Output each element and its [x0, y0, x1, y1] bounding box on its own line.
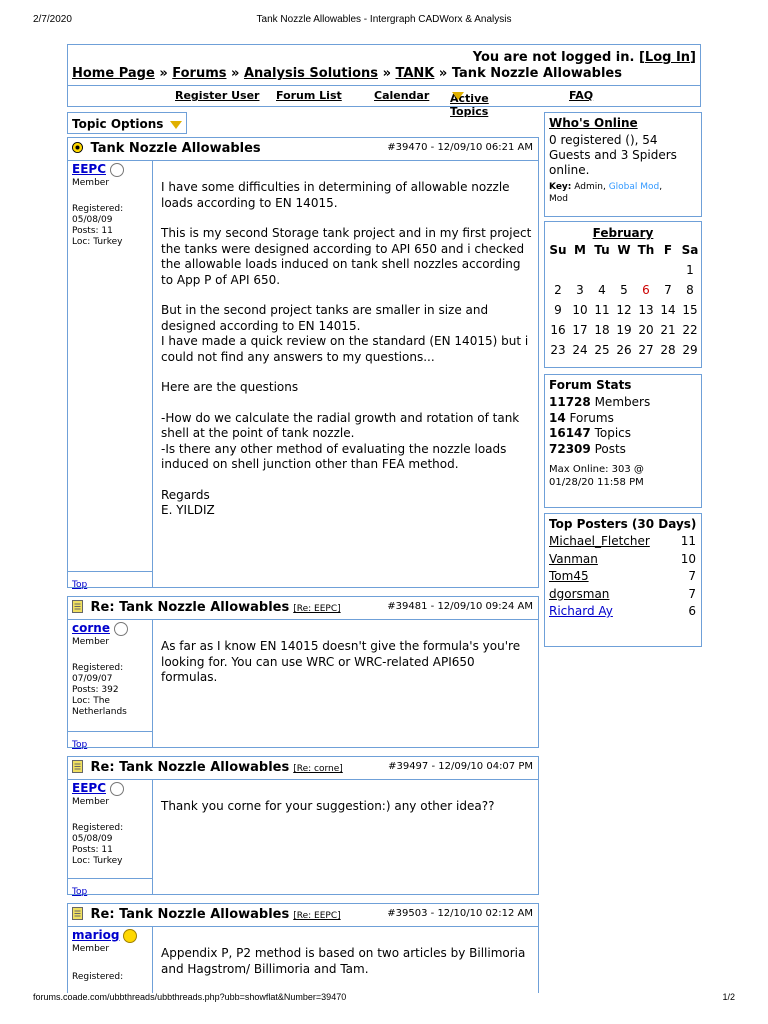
calendar-day[interactable]: 22 [682, 323, 698, 337]
calendar-day[interactable]: 2 [554, 283, 562, 297]
post-39481 [67, 596, 539, 748]
document-icon [72, 907, 83, 920]
calendar-day[interactable]: 17 [572, 323, 588, 337]
top-poster-row [545, 604, 701, 622]
breadcrumb-tank[interactable]: TANK [395, 66, 435, 81]
document-icon [72, 600, 83, 613]
stat-label: Members [594, 395, 651, 409]
post-body: Appendix P, P2 method is based on two articles by Billimoria and Hagstrom/ Billimoria and Tam. [161, 946, 526, 976]
calendar-day-header: Su [549, 243, 567, 257]
calendar-day[interactable]: 13 [638, 303, 654, 317]
calendar-day [591, 260, 613, 280]
post-author[interactable]: corne [72, 621, 110, 635]
calendar-day[interactable]: 20 [638, 323, 654, 337]
post-39470 [67, 137, 539, 588]
top-poster-row [545, 569, 701, 587]
top-poster-name[interactable]: Vanman [549, 551, 598, 566]
offline-status-icon [110, 163, 124, 177]
post-body: I have some difficulties in determining of allowable nozzle loads according to EN 14015. This is my second Storage tank project and in my first project the tanks were designed according to API 650 and i checked the allowable loads induced on tank shell nozzles according to App P of API 650. But in the second project tanks are smaller in size and designed according to EN 14015. I have made a quick review on the standard (EN 14015) but i could not find any answers to my questions... Here are the questions -How do we calculate the radial growth and rotation of tank shell at the point of tank nozzle. -Is there any other method of evaluating the nozzle loads induced on shell junction other than FEA method. Regards E. YILDIZ [161, 180, 532, 517]
page-title: Tank Nozzle Allowables [451, 66, 622, 81]
calendar-panel [544, 221, 702, 368]
calendar-day[interactable]: 6 [642, 283, 650, 297]
post-meta: #39503 - 12/10/10 02:12 AM [387, 908, 533, 919]
print-title: Tank Nozzle Allowables - Intergraph CADWorx & Analysis [256, 14, 512, 25]
stat-number: 72309 [549, 441, 591, 456]
login-status: You are not logged in. [Log In] [472, 50, 696, 65]
top-link-row [68, 878, 152, 897]
top-posters-panel [544, 513, 702, 647]
calendar-day[interactable]: 14 [660, 303, 676, 317]
top-poster-row [545, 587, 701, 605]
calendar-day-header: Th [637, 243, 655, 257]
calendar-day[interactable]: 1 [686, 263, 694, 277]
post-body: Thank you corne for your suggestion:) any other idea?? [161, 799, 495, 813]
calendar-day [569, 260, 591, 280]
calendar-day[interactable]: 11 [594, 303, 610, 317]
post-author[interactable]: mariog [72, 928, 120, 942]
login-link[interactable]: Log In [644, 50, 691, 65]
calendar-day-header: Sa [681, 243, 699, 257]
stat-label: Forums [569, 410, 614, 425]
calendar-day[interactable]: 29 [682, 343, 698, 357]
post-subject: Tank Nozzle Allowables [90, 141, 261, 156]
stat-number: 14 [549, 410, 566, 425]
print-date: 2/7/2020 [33, 14, 72, 25]
user-info: Registered: 05/08/09 Posts: 11 Loc: Turkey [72, 823, 124, 866]
stat-label: Topics [594, 426, 632, 440]
stat-label: Posts [594, 441, 626, 456]
top-poster-count: 10 [680, 551, 696, 566]
calendar-day[interactable]: 12 [616, 303, 632, 317]
calendar-day [547, 260, 569, 280]
calendar-day[interactable]: 24 [572, 343, 588, 357]
calendar-day[interactable]: 26 [616, 343, 632, 357]
calendar-day [657, 260, 679, 280]
calendar-month[interactable]: February [592, 226, 654, 240]
top-link-row [68, 731, 152, 750]
online-status-icon [123, 929, 137, 943]
calendar-day[interactable]: 23 [550, 343, 566, 357]
top-posters-title: Top Posters (30 Days) [549, 517, 697, 531]
reply-to-link[interactable]: [Re: EEPC] [293, 911, 341, 921]
stat-row [545, 426, 701, 442]
post-39503 [67, 903, 539, 993]
calendar-day-header: F [663, 243, 673, 257]
calendar-day-header: Tu [594, 243, 610, 257]
stat-row [545, 395, 701, 411]
user-rank: Member [72, 797, 110, 807]
navigation-box [67, 44, 701, 118]
user-info: Registered: 07/09/07 Posts: 392 Loc: The Netherlands [72, 663, 127, 717]
top-poster-name[interactable]: Richard Ay [549, 604, 613, 618]
top-link[interactable]: Top [72, 580, 88, 590]
top-poster-row [545, 552, 701, 570]
user-rank: Member [72, 944, 110, 954]
breadcrumb-analysis-solutions[interactable]: Analysis Solutions [243, 66, 379, 81]
register-user-link[interactable]: Register User [175, 89, 260, 102]
user-info: Registered: 05/08/09 Posts: 11 Loc: Turkey [72, 204, 124, 247]
offline-status-icon [114, 622, 128, 636]
print-page-number: 1/2 [722, 992, 735, 1002]
print-url: forums.coade.com/ubbthreads/ubbthreads.php?ubb=showflat&Number=39470 [33, 992, 347, 1002]
dropdown-arrow-icon [452, 92, 464, 100]
calendar-day[interactable]: 27 [638, 343, 654, 357]
breadcrumb-forums[interactable]: Forums [172, 66, 227, 81]
calendar-day[interactable]: 3 [576, 283, 584, 297]
user-rank: Member [72, 637, 110, 647]
post-subject: Re: Tank Nozzle Allowables [90, 760, 290, 775]
menu-bar: Register User Forum List Calendar Active Topics FAQ [175, 89, 594, 118]
calendar-day[interactable]: 21 [660, 323, 676, 337]
stat-number: 11728 [549, 395, 591, 409]
reply-to-link[interactable]: [Re: EEPC] [293, 604, 341, 614]
forum-stats-panel [544, 374, 702, 508]
post-39497 [67, 756, 539, 895]
calendar-day-header: M [574, 243, 586, 257]
stat-row [545, 442, 701, 458]
post-subject: Re: Tank Nozzle Allowables [90, 600, 290, 615]
calendar-day[interactable]: 28 [660, 343, 676, 357]
online-summary: 0 registered (), 54 Guests and 3 Spiders online. [549, 133, 677, 177]
post-meta: #39481 - 12/09/10 09:24 AM [387, 601, 533, 612]
user-info: Registered: [72, 972, 124, 982]
post-author[interactable]: EEPC [72, 781, 106, 795]
forum-list-link[interactable]: Forum List [276, 89, 342, 102]
calendar-day[interactable]: 16 [550, 323, 566, 337]
stat-number: 16147 [549, 426, 591, 440]
top-link[interactable]: Top [72, 740, 88, 750]
user-rank: Member [72, 178, 110, 188]
post-meta: #39470 - 12/09/10 06:21 AM [387, 142, 533, 153]
reply-to-link[interactable]: [Re: corne] [293, 764, 343, 774]
document-icon [72, 760, 83, 773]
top-poster-name[interactable]: dgorsman [549, 586, 610, 601]
top-poster-count: 6 [688, 604, 696, 618]
calendar-day[interactable]: 25 [594, 343, 610, 357]
breadcrumb-home[interactable]: Home Page [72, 66, 155, 81]
calendar-day[interactable]: 9 [554, 303, 562, 317]
calendar-day [613, 260, 635, 280]
breadcrumb: Home Page » Forums » Analysis Solutions » TANK » Tank Nozzle Allowables [72, 66, 622, 81]
top-poster-count: 7 [688, 569, 696, 583]
calendar-day[interactable]: 10 [572, 303, 588, 317]
top-poster-count: 7 [688, 586, 696, 601]
online-key: Key: Admin, Global Mod, Mod [549, 182, 663, 204]
calendar-day[interactable]: 18 [594, 323, 610, 337]
calendar-day[interactable]: 7 [664, 283, 672, 297]
offline-status-icon [110, 782, 124, 796]
max-online: Max Online: 303 @ 01/28/20 11:58 PM [549, 464, 644, 488]
top-link-row [68, 571, 152, 590]
calendar-day[interactable]: 4 [598, 283, 606, 297]
calendar-day[interactable]: 15 [682, 303, 698, 317]
post-author[interactable]: EEPC [72, 162, 106, 176]
stat-row [545, 411, 701, 427]
calendar-day [635, 260, 657, 280]
top-poster-name[interactable]: Tom45 [549, 569, 589, 583]
calendar-day[interactable]: 8 [686, 283, 694, 297]
post-body: As far as I know EN 14015 doesn't give the formula's you're looking for. You can use WRC or WRC-related API650 formulas. [161, 639, 521, 684]
faq-link[interactable]: FAQ [569, 89, 594, 102]
calendar-day[interactable]: 5 [620, 283, 628, 297]
calendar-grid [547, 240, 701, 360]
top-poster-count: 11 [680, 534, 696, 548]
post-subject: Re: Tank Nozzle Allowables [90, 907, 290, 922]
calendar-day[interactable]: 19 [616, 323, 632, 337]
post-meta: #39497 - 12/09/10 04:07 PM [388, 761, 533, 772]
topic-options-button[interactable]: Topic Options [67, 112, 187, 134]
calendar-day-header: W [617, 243, 631, 257]
dropdown-arrow-icon [170, 121, 182, 129]
top-link[interactable]: Top [72, 887, 88, 897]
forum-stats-title: Forum Stats [549, 378, 632, 392]
whos-online-panel [544, 112, 702, 217]
top-poster-name[interactable]: Michael_Fletcher [549, 534, 650, 548]
new-post-icon [72, 141, 83, 154]
top-poster-row [545, 534, 701, 552]
whos-online-title[interactable]: Who's Online [549, 116, 638, 130]
calendar-link[interactable]: Calendar [374, 89, 430, 102]
